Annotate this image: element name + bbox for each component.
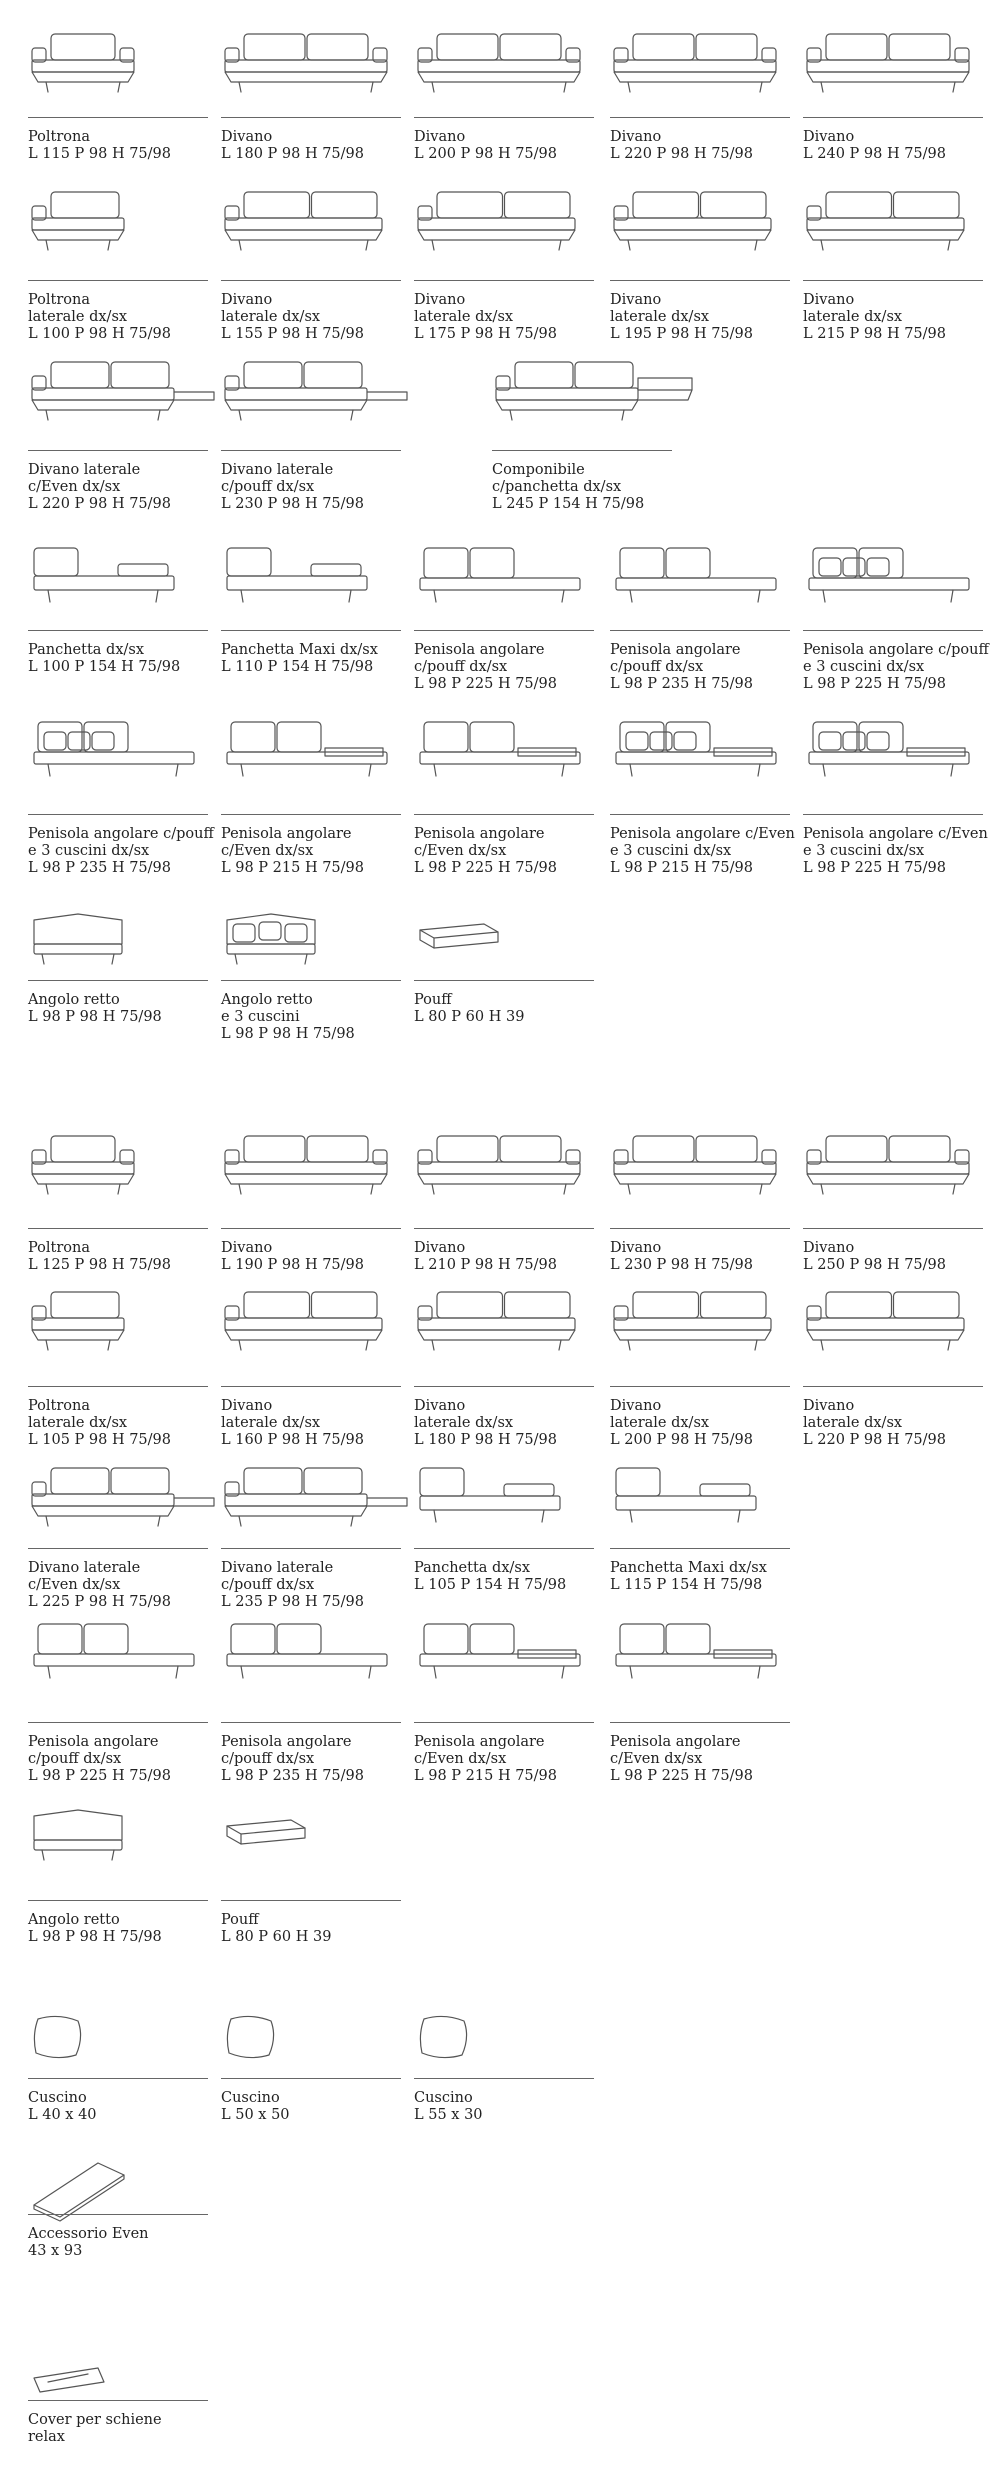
divider — [221, 1548, 401, 1549]
item-spec: L 125 P 98 H 75/98 — [28, 1257, 171, 1273]
peninsula-even-icon — [221, 708, 401, 810]
divider — [610, 280, 790, 281]
divider — [28, 2078, 208, 2079]
item-spec: 43 x 93 — [28, 2243, 83, 2259]
item-name: Divano — [221, 292, 273, 308]
item-caption — [610, 1560, 767, 1594]
tray-icon — [28, 2155, 208, 2210]
side-sofa-icon — [414, 1278, 594, 1382]
item-caption — [28, 642, 180, 676]
corner-icon — [28, 902, 208, 976]
item-spec: L 200 P 98 H 75/98 — [414, 146, 557, 162]
item-spec: L 98 P 215 H 75/98 — [414, 1768, 557, 1784]
peninsula-icon — [610, 534, 790, 626]
divider — [414, 630, 594, 631]
item-spec: L 250 P 98 H 75/98 — [803, 1257, 946, 1273]
divider — [610, 1228, 790, 1229]
peninsula-even-icon — [414, 708, 594, 810]
item-caption — [610, 292, 753, 343]
side-sofa-icon — [803, 178, 983, 276]
item-spec: L 100 P 98 H 75/98 — [28, 326, 171, 342]
item-spec: L 110 P 154 H 75/98 — [221, 659, 374, 675]
armchair-icon — [28, 1122, 208, 1224]
item-spec: laterale dx/sx — [414, 1415, 514, 1431]
divider — [414, 1722, 594, 1723]
item-spec: L 195 P 98 H 75/98 — [610, 326, 753, 342]
item-caption — [414, 1560, 566, 1594]
item-name: Poltrona — [28, 292, 91, 308]
item-spec: L 115 P 154 H 75/98 — [610, 1577, 763, 1593]
item-caption — [414, 1398, 557, 1449]
item-spec: L 98 P 225 H 75/98 — [610, 1768, 753, 1784]
item-caption — [414, 292, 557, 343]
item-name: Penisola angolare — [610, 1734, 741, 1750]
divider — [221, 280, 401, 281]
divider — [610, 1548, 790, 1549]
item-name: Divano — [803, 1398, 855, 1414]
item-caption — [221, 826, 364, 877]
item-spec: c/Even dx/sx — [28, 1577, 121, 1593]
divider — [803, 630, 983, 631]
pouff-icon — [414, 902, 594, 976]
item-caption — [28, 1912, 162, 1946]
item-caption — [28, 129, 171, 163]
sofa-icon — [414, 20, 594, 113]
item-caption — [221, 462, 364, 513]
divider — [803, 1228, 983, 1229]
item-spec: laterale dx/sx — [610, 309, 710, 325]
item-name: Divano laterale — [221, 1560, 334, 1576]
item-caption — [28, 992, 162, 1026]
item-spec: c/pouff dx/sx — [221, 479, 315, 495]
item-name: Componibile — [492, 462, 585, 478]
item-spec: L 98 P 235 H 75/98 — [28, 860, 171, 876]
item-caption — [221, 2090, 290, 2124]
item-caption — [221, 992, 355, 1043]
item-caption — [28, 2090, 97, 2124]
item-name: Penisola angolare c/pouff — [803, 642, 989, 658]
item-spec: c/Even dx/sx — [414, 1751, 507, 1767]
item-name: Panchetta Maxi dx/sx — [610, 1560, 767, 1576]
divider — [28, 1722, 208, 1723]
item-spec: c/pouff dx/sx — [610, 659, 704, 675]
item-spec: L 230 P 98 H 75/98 — [221, 496, 364, 512]
item-spec: L 220 P 98 H 75/98 — [28, 496, 171, 512]
cushion-icon — [28, 2005, 208, 2074]
item-caption — [610, 1734, 753, 1785]
item-caption — [414, 129, 557, 163]
item-spec: L 98 P 225 H 75/98 — [803, 860, 946, 876]
armchair-icon — [28, 20, 208, 113]
item-spec: laterale dx/sx — [221, 309, 321, 325]
item-spec: L 180 P 98 H 75/98 — [414, 1432, 557, 1448]
sofa-even-icon — [28, 348, 208, 446]
divider — [221, 1386, 401, 1387]
item-name: Divano — [414, 1240, 466, 1256]
sofa-icon — [610, 1122, 790, 1224]
item-spec: L 230 P 98 H 75/98 — [610, 1257, 753, 1273]
divider — [803, 1386, 983, 1387]
peninsula-even-cushions-icon — [610, 708, 790, 810]
item-spec: L 98 P 98 H 75/98 — [28, 1009, 162, 1025]
item-spec: laterale dx/sx — [803, 1415, 903, 1431]
item-caption — [28, 2226, 149, 2260]
item-name: Divano laterale — [221, 462, 334, 478]
item-spec: e 3 cuscini dx/sx — [803, 843, 925, 859]
divider — [28, 1900, 208, 1901]
item-name: Angolo retto — [28, 1912, 120, 1928]
item-spec: L 240 P 98 H 75/98 — [803, 146, 946, 162]
item-spec: L 98 P 215 H 75/98 — [221, 860, 364, 876]
divider — [803, 117, 983, 118]
divider — [28, 630, 208, 631]
item-spec: L 98 P 235 H 75/98 — [221, 1768, 364, 1784]
side-sofa-icon — [610, 178, 790, 276]
item-spec: c/Even dx/sx — [28, 479, 121, 495]
item-name: Divano — [610, 129, 662, 145]
item-caption — [414, 992, 524, 1026]
item-caption — [28, 1734, 171, 1785]
item-spec: L 155 P 98 H 75/98 — [221, 326, 364, 342]
divider — [28, 814, 208, 815]
item-spec: c/pouff dx/sx — [221, 1751, 315, 1767]
divider — [414, 280, 594, 281]
item-spec: L 220 P 98 H 75/98 — [803, 1432, 946, 1448]
divider — [803, 814, 983, 815]
divider — [492, 450, 672, 451]
sofa-pouff-icon — [221, 1454, 401, 1544]
chaise-maxi-icon — [610, 1454, 790, 1544]
item-name: Accessorio Even — [28, 2226, 149, 2242]
divider — [221, 1228, 401, 1229]
item-spec: laterale dx/sx — [28, 309, 128, 325]
item-spec: L 175 P 98 H 75/98 — [414, 326, 557, 342]
divider — [610, 814, 790, 815]
divider — [610, 630, 790, 631]
item-name: Divano — [610, 1240, 662, 1256]
item-name: Penisola angolare c/pouff — [28, 826, 214, 842]
item-name: Penisola angolare — [221, 1734, 352, 1750]
item-name: Angolo retto — [28, 992, 120, 1008]
item-name: Divano — [610, 292, 662, 308]
item-name: Panchetta Maxi dx/sx — [221, 642, 378, 658]
item-name: Poltrona — [28, 1398, 91, 1414]
chaise-icon — [28, 534, 208, 626]
chaise-icon — [414, 1454, 594, 1544]
item-spec: L 98 P 98 H 75/98 — [221, 1026, 355, 1042]
item-spec: L 55 x 30 — [414, 2107, 483, 2123]
item-name: Penisola angolare — [414, 1734, 545, 1750]
item-spec: c/Even dx/sx — [610, 1751, 703, 1767]
item-name: Penisola angolare — [28, 1734, 159, 1750]
divider — [28, 450, 208, 451]
item-name: Panchetta dx/sx — [414, 1560, 530, 1576]
item-caption — [28, 1240, 171, 1274]
item-caption — [28, 1560, 171, 1611]
item-name: Divano — [221, 1398, 273, 1414]
item-spec: e 3 cuscini dx/sx — [610, 843, 732, 859]
item-spec: L 160 P 98 H 75/98 — [221, 1432, 364, 1448]
divider — [803, 280, 983, 281]
item-spec: e 3 cuscini dx/sx — [28, 843, 150, 859]
item-name: Divano laterale — [28, 1560, 141, 1576]
item-spec: L 40 x 40 — [28, 2107, 97, 2123]
item-spec: laterale dx/sx — [803, 309, 903, 325]
item-name: Angolo retto — [221, 992, 313, 1008]
corner-icon — [28, 1798, 208, 1896]
pouff-icon — [221, 1798, 401, 1896]
item-name: Divano laterale — [28, 462, 141, 478]
item-spec: e 3 cuscini dx/sx — [803, 659, 925, 675]
item-spec: laterale dx/sx — [610, 1415, 710, 1431]
sofa-pouff-icon — [221, 348, 401, 446]
item-name: Cuscino — [414, 2090, 473, 2106]
divider — [221, 2078, 401, 2079]
divider — [28, 980, 208, 981]
peninsula-icon — [28, 1610, 208, 1718]
divider — [221, 1722, 401, 1723]
divider — [414, 117, 594, 118]
item-caption — [28, 462, 171, 513]
item-name: Penisola angolare — [414, 642, 545, 658]
item-name: Divano — [221, 1240, 273, 1256]
item-caption — [610, 1240, 753, 1274]
item-caption — [414, 2090, 483, 2124]
divider — [414, 1228, 594, 1229]
side-sofa-icon — [221, 178, 401, 276]
item-name: Divano — [414, 129, 466, 145]
item-spec: L 210 P 98 H 75/98 — [414, 1257, 557, 1273]
item-name: Penisola angolare — [414, 826, 545, 842]
item-spec: L 98 P 225 H 75/98 — [414, 676, 557, 692]
side-sofa-icon — [414, 178, 594, 276]
side-armchair-icon — [28, 1278, 208, 1382]
item-spec: L 200 P 98 H 75/98 — [610, 1432, 753, 1448]
item-caption — [414, 642, 557, 693]
item-caption — [803, 1240, 946, 1274]
item-spec: L 80 P 60 H 39 — [221, 1929, 332, 1945]
divider — [221, 814, 401, 815]
item-caption — [221, 1560, 364, 1611]
peninsula-even-icon — [414, 1610, 594, 1718]
item-caption — [610, 1398, 753, 1449]
item-spec: L 105 P 154 H 75/98 — [414, 1577, 567, 1593]
item-caption — [221, 129, 364, 163]
item-spec: L 180 P 98 H 75/98 — [221, 146, 364, 162]
item-spec: L 235 P 98 H 75/98 — [221, 1594, 364, 1610]
item-spec: c/Even dx/sx — [221, 843, 314, 859]
divider — [414, 2078, 594, 2079]
item-spec: c/Even dx/sx — [414, 843, 507, 859]
item-spec: L 98 P 215 H 75/98 — [610, 860, 753, 876]
item-caption — [610, 826, 795, 877]
item-name: Cover per schiene — [28, 2412, 162, 2428]
item-caption — [221, 292, 364, 343]
item-spec: laterale dx/sx — [28, 1415, 128, 1431]
item-name: Divano — [414, 1398, 466, 1414]
divider — [28, 1548, 208, 1549]
peninsula-icon — [221, 1610, 401, 1718]
item-caption — [610, 642, 753, 693]
item-name: Divano — [610, 1398, 662, 1414]
backrest-cover-icon — [28, 2338, 208, 2396]
divider — [28, 280, 208, 281]
divider — [414, 980, 594, 981]
item-caption — [28, 292, 171, 343]
side-armchair-icon — [28, 178, 208, 276]
item-spec: c/pouff dx/sx — [221, 1577, 315, 1593]
item-caption — [28, 826, 214, 877]
peninsula-cushions-icon — [28, 708, 208, 810]
item-name: Divano — [414, 292, 466, 308]
sofa-icon — [221, 1122, 401, 1224]
item-caption — [28, 1398, 171, 1449]
item-name: Divano — [221, 129, 273, 145]
item-spec: L 98 P 98 H 75/98 — [28, 1929, 162, 1945]
peninsula-cushions-icon — [803, 534, 983, 626]
item-caption — [414, 826, 557, 877]
item-caption — [803, 292, 946, 343]
item-spec: L 225 P 98 H 75/98 — [28, 1594, 171, 1610]
item-caption — [221, 642, 378, 676]
item-spec: L 98 P 225 H 75/98 — [28, 1768, 171, 1784]
divider — [610, 1386, 790, 1387]
item-spec: laterale dx/sx — [221, 1415, 321, 1431]
divider — [414, 1548, 594, 1549]
item-spec: L 105 P 98 H 75/98 — [28, 1432, 171, 1448]
item-spec: L 50 x 50 — [221, 2107, 290, 2123]
divider — [221, 1900, 401, 1901]
item-name: Penisola angolare c/Even — [610, 826, 795, 842]
peninsula-even-cushions-icon — [803, 708, 983, 810]
divider — [28, 2214, 208, 2215]
divider — [221, 980, 401, 981]
item-spec: c/panchetta dx/sx — [492, 479, 622, 495]
side-sofa-icon — [610, 1278, 790, 1382]
chaise-maxi-icon — [221, 534, 401, 626]
item-spec: c/pouff dx/sx — [28, 1751, 122, 1767]
item-name: Panchetta dx/sx — [28, 642, 144, 658]
divider — [414, 814, 594, 815]
item-spec: L 100 P 154 H 75/98 — [28, 659, 181, 675]
sofa-icon — [610, 20, 790, 113]
item-spec: L 220 P 98 H 75/98 — [610, 146, 753, 162]
item-caption — [414, 1734, 557, 1785]
divider — [414, 1386, 594, 1387]
item-spec: L 98 P 235 H 75/98 — [610, 676, 753, 692]
item-name: Divano — [803, 1240, 855, 1256]
item-spec: L 215 P 98 H 75/98 — [803, 326, 946, 342]
item-caption — [221, 1240, 364, 1274]
item-name: Cuscino — [28, 2090, 87, 2106]
item-name: Divano — [803, 129, 855, 145]
item-name: Poltrona — [28, 1240, 91, 1256]
item-caption — [610, 129, 753, 163]
item-caption — [221, 1912, 331, 1946]
sofa-icon — [221, 20, 401, 113]
item-spec: L 245 P 154 H 75/98 — [492, 496, 645, 512]
item-name: Penisola angolare — [610, 642, 741, 658]
side-sofa-icon — [221, 1278, 401, 1382]
divider — [28, 1228, 208, 1229]
divider — [28, 117, 208, 118]
side-sofa-icon — [803, 1278, 983, 1382]
item-spec: e 3 cuscini — [221, 1009, 300, 1025]
item-spec: L 190 P 98 H 75/98 — [221, 1257, 364, 1273]
item-name: Penisola angolare — [221, 826, 352, 842]
cushion-icon — [414, 2005, 594, 2074]
item-caption — [803, 129, 946, 163]
peninsula-even-icon — [610, 1610, 790, 1718]
divider — [28, 1386, 208, 1387]
cushion-icon — [221, 2005, 401, 2074]
item-caption — [803, 642, 989, 693]
item-name: Pouff — [414, 992, 452, 1008]
item-name: Pouff — [221, 1912, 259, 1928]
item-caption — [221, 1398, 364, 1449]
item-caption — [803, 826, 988, 877]
item-name: Poltrona — [28, 129, 91, 145]
divider — [221, 450, 401, 451]
item-name: Divano — [803, 292, 855, 308]
divider — [28, 2400, 208, 2401]
item-name: Penisola angolare c/Even — [803, 826, 988, 842]
item-spec: L 115 P 98 H 75/98 — [28, 146, 171, 162]
item-caption — [28, 2412, 162, 2446]
item-spec: laterale dx/sx — [414, 309, 514, 325]
modular-sofa-icon — [492, 348, 672, 446]
sofa-icon — [803, 20, 983, 113]
item-caption — [221, 1734, 364, 1785]
item-spec: L 98 P 225 H 75/98 — [414, 860, 557, 876]
item-spec: L 98 P 225 H 75/98 — [803, 676, 946, 692]
sofa-icon — [803, 1122, 983, 1224]
item-caption — [414, 1240, 557, 1274]
divider — [221, 630, 401, 631]
item-name: Cuscino — [221, 2090, 280, 2106]
sofa-icon — [414, 1122, 594, 1224]
item-caption — [803, 1398, 946, 1449]
corner-cushions-icon — [221, 902, 401, 976]
item-caption — [492, 462, 644, 513]
divider — [610, 117, 790, 118]
item-spec: L 80 P 60 H 39 — [414, 1009, 525, 1025]
divider — [221, 117, 401, 118]
peninsula-icon — [414, 534, 594, 626]
item-spec: relax — [28, 2429, 65, 2445]
item-spec: c/pouff dx/sx — [414, 659, 508, 675]
sofa-even-icon — [28, 1454, 208, 1544]
divider — [610, 1722, 790, 1723]
